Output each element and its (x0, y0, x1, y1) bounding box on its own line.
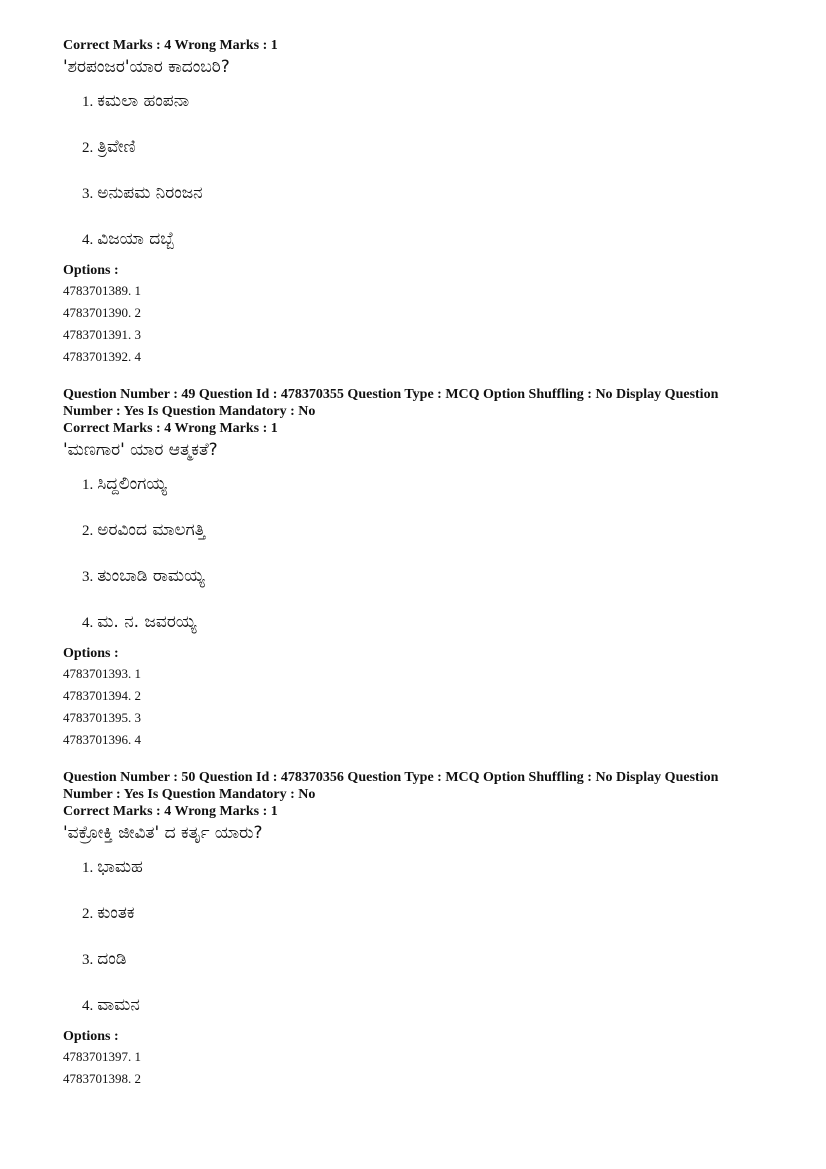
choice-number: 1. (82, 94, 94, 110)
answer-choice (82, 890, 763, 936)
option-id: 4783701389. 1 (63, 283, 141, 298)
choice-number: 1. (82, 477, 94, 493)
marks-line: Correct Marks : 4 Wrong Marks : 1 (63, 804, 278, 819)
answer-choice (82, 599, 763, 645)
option-id: 4783701392. 4 (63, 349, 141, 364)
answer-choices (63, 844, 763, 1028)
answer-choice (82, 170, 763, 216)
question-block (63, 37, 763, 368)
options-label: Options : (63, 1029, 119, 1044)
question-paper-page (63, 37, 763, 1090)
answer-choice (82, 982, 763, 1028)
choice-number: 4. (82, 232, 94, 248)
answer-choices (63, 78, 763, 262)
choice-text: ಸಿದ್ದಲಿಂಗಯ್ಯ (97, 474, 167, 494)
choice-text: ಭಾಮಹ (97, 857, 143, 877)
question-text: 'ವಕ್ರೋಕ್ತಿ ಜೀವಿತ' ದ ಕರ್ತೃ ಯಾರು? (63, 823, 263, 843)
choice-text: ಅನುಪಮ ನಿರಂಜನ (97, 183, 203, 203)
option-id: 4783701396. 4 (63, 732, 141, 747)
choice-text: ಮ. ನ. ಜವರಯ್ಯ (97, 612, 197, 632)
choice-text: ತ್ರಿವೇಣಿ (97, 137, 136, 157)
answer-choice (82, 461, 763, 507)
question-header: Question Number : 49 Question Id : 478370355 Question Type : MCQ Option Shuffling : No Display Question Number : Yes Is Question Mandatory : No (63, 387, 719, 419)
option-id: 4783701394. 2 (63, 688, 141, 703)
option-id: 4783701393. 1 (63, 666, 141, 681)
choice-number: 3. (82, 952, 94, 968)
option-id: 4783701395. 3 (63, 710, 141, 725)
question-block (63, 769, 763, 1090)
answer-choices (63, 461, 763, 645)
choice-number: 4. (82, 615, 94, 631)
choice-text: ಅರವಿಂದ ಮಾಲಗತ್ತಿ (97, 520, 206, 540)
option-id: 4783701391. 3 (63, 327, 141, 342)
question-header: Question Number : 50 Question Id : 478370356 Question Type : MCQ Option Shuffling : No Display Question Number : Yes Is Question Mandatory : No (63, 770, 719, 802)
option-id: 4783701397. 1 (63, 1049, 141, 1064)
choice-number: 1. (82, 860, 94, 876)
choice-number: 3. (82, 186, 94, 202)
choice-number: 2. (82, 140, 94, 156)
choice-text: ವಿಜಯಾ ದಬ್ಬೆ (97, 229, 175, 249)
answer-choice (82, 78, 763, 124)
choice-number: 4. (82, 998, 94, 1014)
choice-text: ತುಂಬಾಡಿ ರಾಮಯ್ಯ (97, 566, 205, 586)
options-label: Options : (63, 263, 119, 278)
option-id: 4783701398. 2 (63, 1071, 141, 1086)
options-label: Options : (63, 646, 119, 661)
choice-text: ವಾಮನ (97, 995, 140, 1015)
answer-choice (82, 553, 763, 599)
marks-line: Correct Marks : 4 Wrong Marks : 1 (63, 38, 278, 53)
choice-text: ಕುಂತಕ (97, 903, 135, 923)
marks-line: Correct Marks : 4 Wrong Marks : 1 (63, 421, 278, 436)
choice-number: 3. (82, 569, 94, 585)
choice-number: 2. (82, 523, 94, 539)
answer-choice (82, 124, 763, 170)
question-text: 'ಶರಪಂಜರ'ಯಾರ ಕಾದಂಬರಿ? (63, 57, 230, 77)
choice-text: ಕಮಲಾ ಹಂಪನಾ (97, 91, 190, 111)
answer-choice (82, 844, 763, 890)
answer-choice (82, 507, 763, 553)
answer-choice (82, 936, 763, 982)
question-block (63, 386, 763, 751)
answer-choice (82, 216, 763, 262)
choice-number: 2. (82, 906, 94, 922)
choice-text: ದಂಡಿ (97, 949, 127, 969)
question-text: 'ಮಣಗಾರ' ಯಾರ ಆತ್ಮಕತೆ? (63, 440, 218, 460)
option-id: 4783701390. 2 (63, 305, 141, 320)
